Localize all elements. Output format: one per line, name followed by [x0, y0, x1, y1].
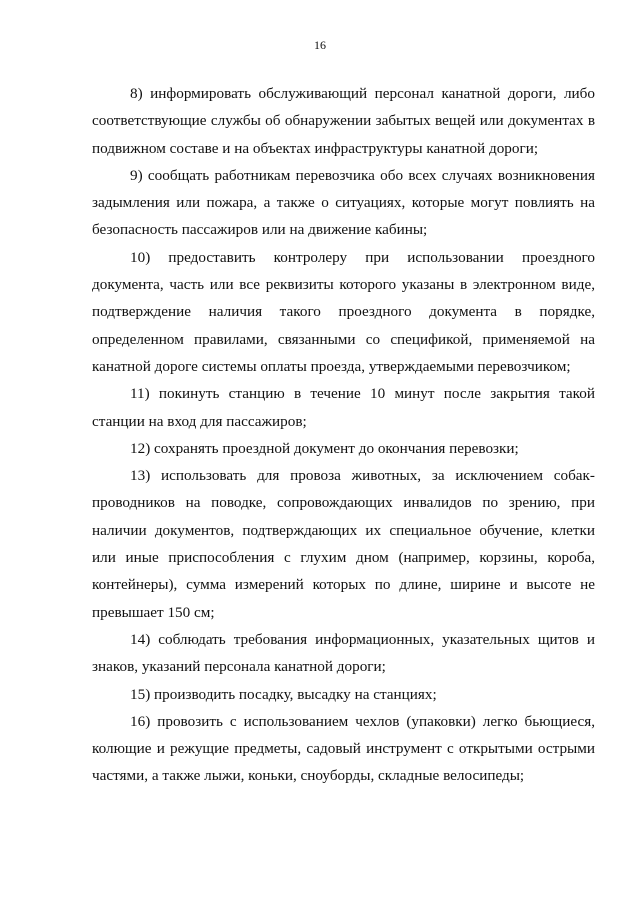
list-item-16: 16) провозить с использованием чехлов (упаковки) легко бьющиеся, колющие и режущие предметы, садовый инструмент с открытыми острыми частями, а также лыжи, коньки, сноуборды, складные велосипеды;	[92, 712, 595, 785]
page-number: 16	[314, 38, 326, 52]
list-item-10: 10) предоставить контролеру при использовании проездного документа, часть или все реквизиты которого указаны в электронном виде, подтверждение наличия такого проездного документа в порядке, определенном правилами, связанными со спецификой, применяемой на канатной дороге системы оплаты проезда, утверждаемыми перевозчиком;	[92, 248, 595, 375]
document-body	[92, 80, 595, 790]
list-item-15: 15) производить посадку, высадку на станциях;	[130, 685, 437, 703]
list-item-13: 13) использовать для провоза животных, за исключением собак-проводников на поводке, сопровождающих инвалидов по зрению, при наличии документов, подтверждающих их специальное обучение, клетки или иные приспособления с глухим дном (например, корзины, короба, контейнеры), сумма измерений которых по длине, ширине и высоте не превышает 150 см;	[92, 467, 595, 621]
list-item-11: 11) покинуть станцию в течение 10 минут после закрытия такой станции на вход для пассажиров;	[92, 385, 595, 430]
list-item-8: 8) информировать обслуживающий персонал канатной дороги, либо соответствующие службы об обнаружении забытых вещей или документах в подвижном составе и на объектах инфраструктуры канатной дороги;	[92, 85, 595, 157]
list-item-12: 12) сохранять проездной документ до окончания перевозки;	[130, 439, 519, 457]
list-item-14: 14) соблюдать требования информационных, указательных щитов и знаков, указаний персонала канатной дороги;	[92, 630, 595, 676]
list-item-9: 9) сообщать работникам перевозчика обо всех случаях возникновения задымления или пожара, а также о ситуациях, которые могут повлиять на безопасность пассажиров или на движение кабины;	[92, 166, 595, 239]
